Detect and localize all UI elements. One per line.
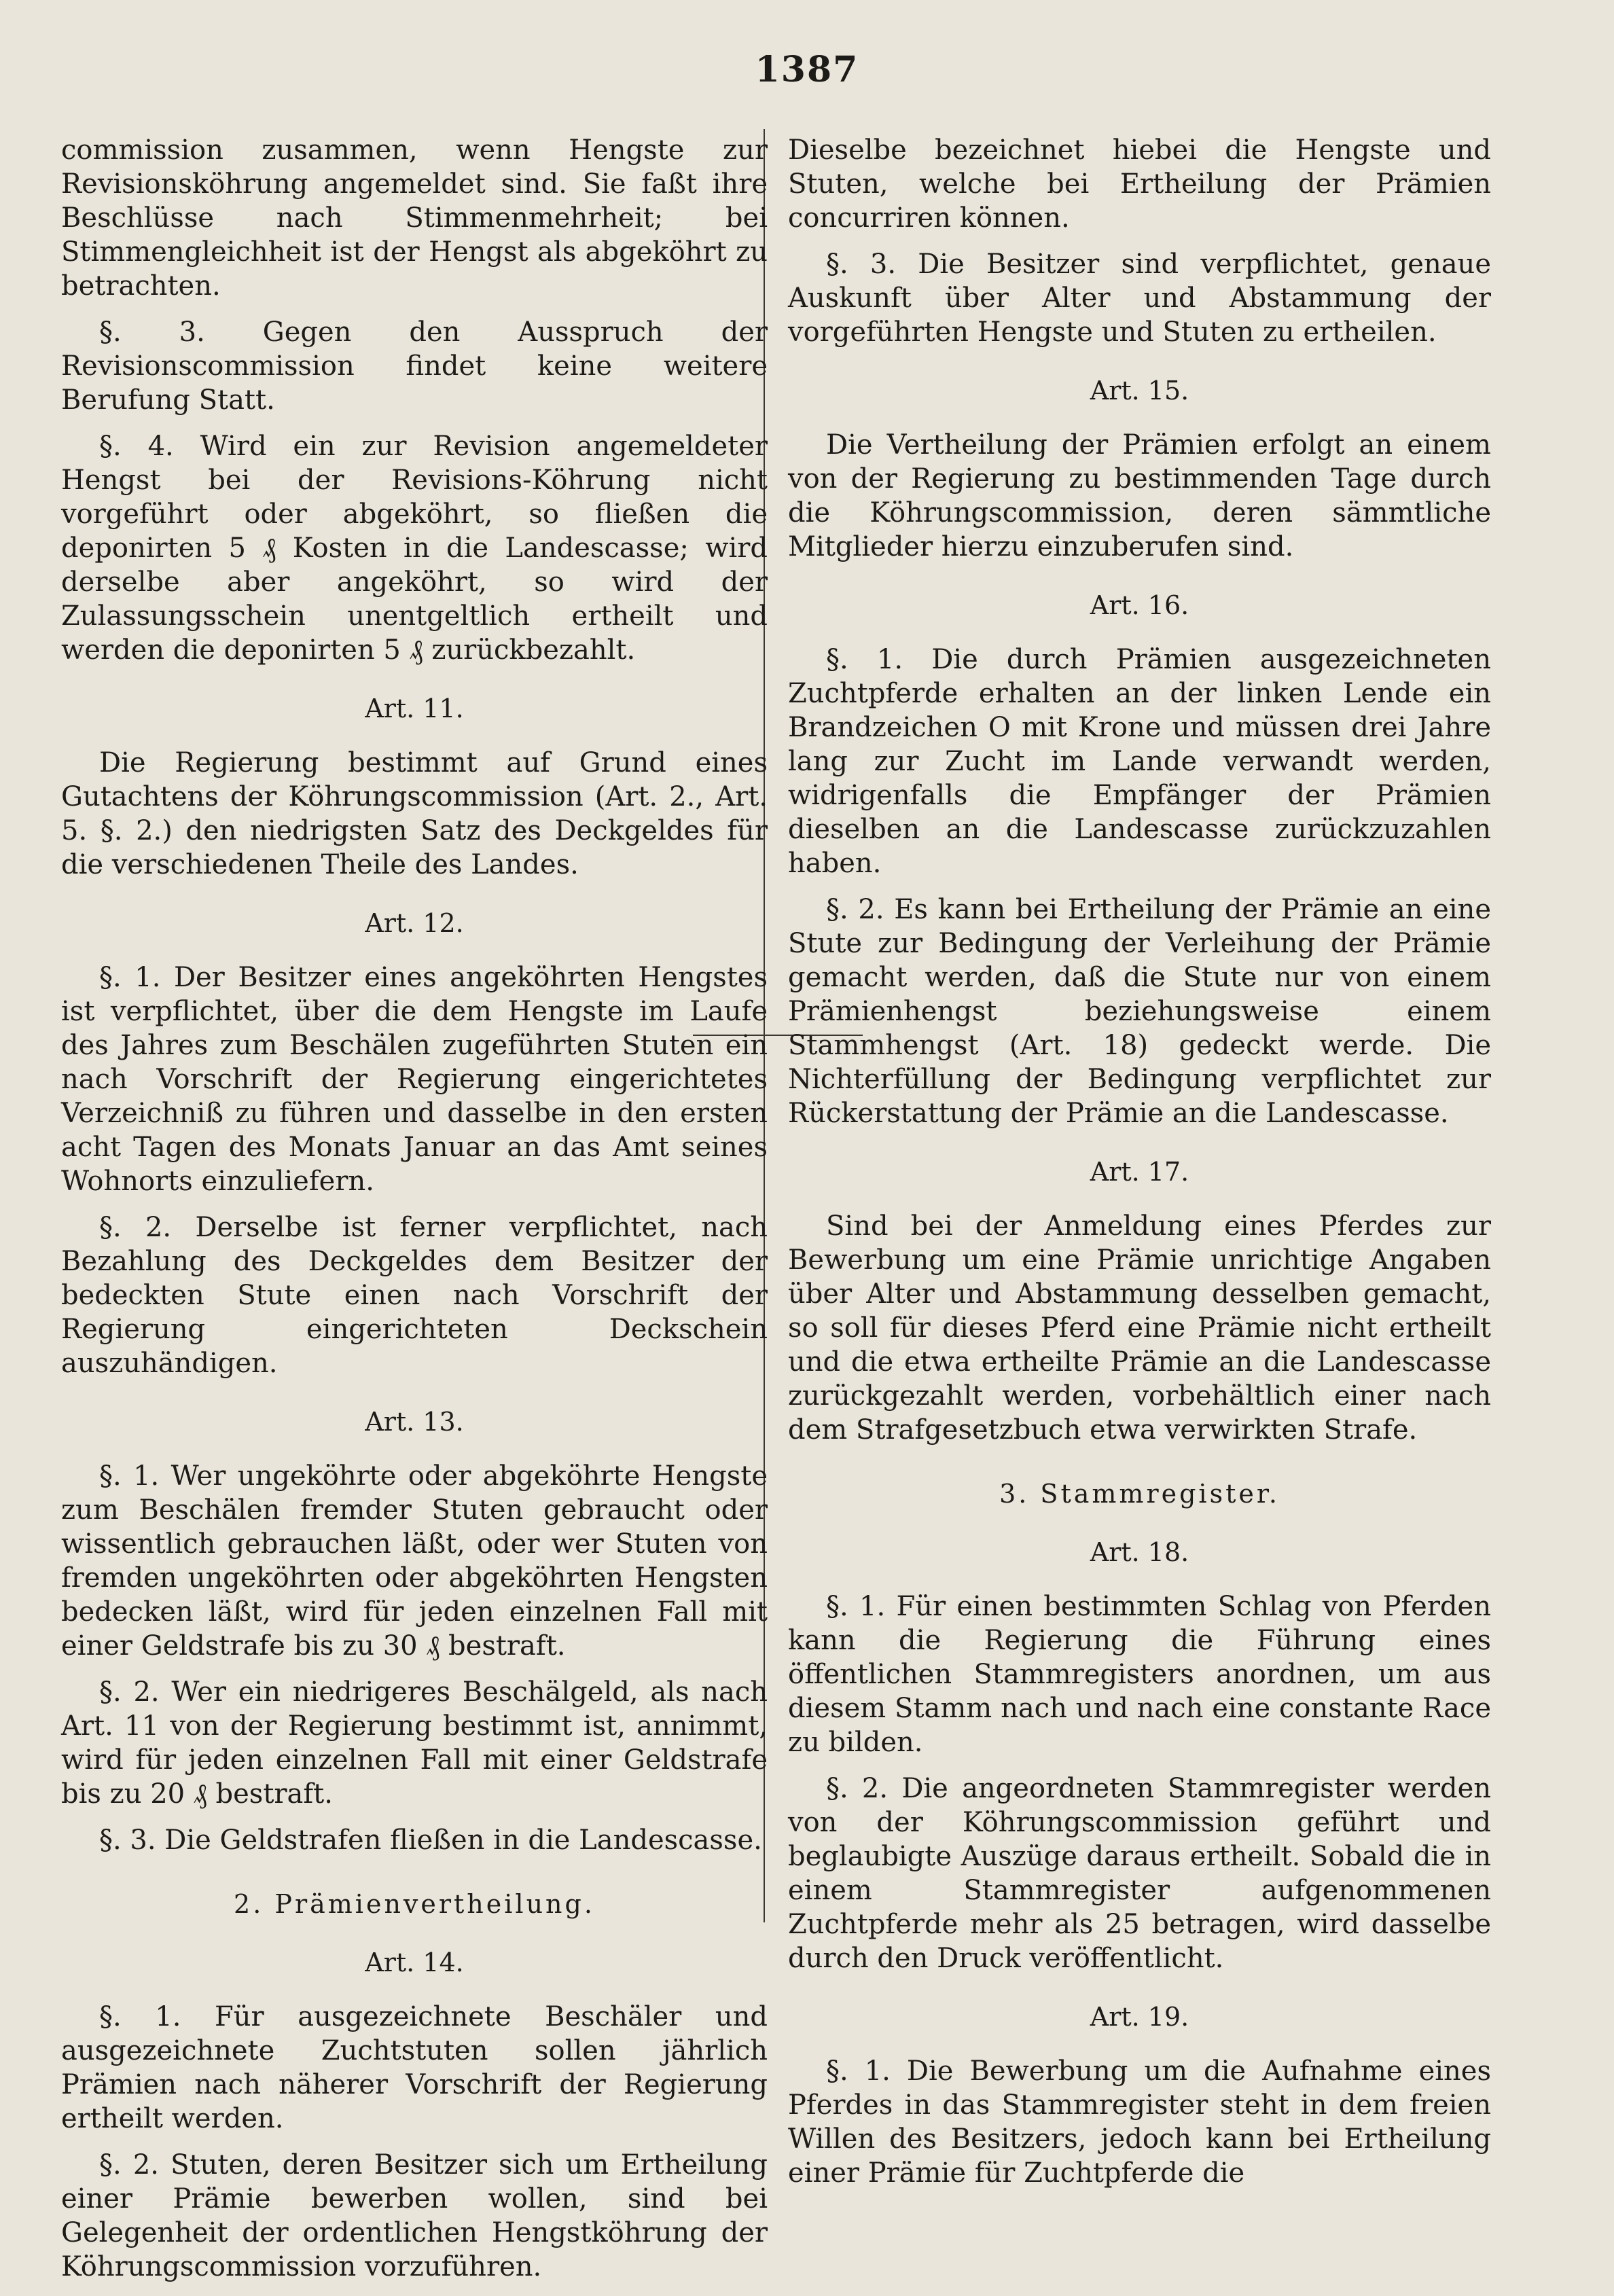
article-heading: Art. 14. — [365, 1948, 464, 1977]
paragraph: §. 2. Es kann bei Ertheilung der Prämie an eine Stute zur Bedingung der Verleihung der Prämie gemacht werden, daß die Stute nur von einem Prämienhengst beziehungsweise einem Stammhengst (Art. 18) gedeckt werde. Die Nichterfüllung der Bedingung verpflichtet zur Rückerstattung der Prämie an die Landescasse. — [788, 894, 1491, 1129]
section-heading: 2. Prämienvertheilung. — [234, 1889, 595, 1919]
page-number: 1387 — [755, 49, 859, 90]
paragraph: Die Regierung bestimmt auf Grund eines Gutachtens der Köhrungscommission (Art. 2., Art. 5. §. 2.) den niedrigsten Satz des Deckgeldes für die verschiedenen Theile des Landes. — [61, 747, 768, 880]
paragraph: §. 1. Wer ungeköhrte oder abgeköhrte Hengste zum Beschälen fremder Stuten gebraucht oder wissentlich gebrauchen läßt, oder wer Stuten von fremden ungeköhrten oder abgeköhrten Hengsten bedecken läßt, wird für jeden einzelnen Fall mit einer Geldstrafe bis zu 30 ₰ bestraft. — [61, 1460, 768, 1662]
left-column — [61, 133, 768, 2296]
paragraph: Sind bei der Anmeldung eines Pferdes zur Bewerbung um eine Prämie unrichtige Angaben über Alter und Abstammung desselben gemacht, so soll für dieses Pferd eine Prämie nicht ertheilt und die etwa ertheilte Prämie an die Landescasse zurückgezahlt werden, vorbehältlich einer nach dem Strafgesetzbuch etwa verwirkten Strafe. — [788, 1210, 1491, 1446]
article-heading: Art. 12. — [365, 908, 464, 938]
paragraph: §. 3. Gegen den Ausspruch der Revisionscommission findet keine weitere Berufung Statt. — [61, 317, 768, 416]
paragraph: Dieselbe bezeichnet hiebei die Hengste und Stuten, welche bei Ertheilung der Prämien concurriren können. — [788, 134, 1491, 234]
article-heading: Art. 11. — [365, 694, 464, 723]
paragraph: §. 2. Die angeordneten Stammregister werden von der Köhrungscommission geführt und beglaubigte Auszüge daraus ertheilt. Sobald die in einem Stammregister aufgenommenen Zuchtpferde mehr als 25 betragen, wird dasselbe durch den Druck veröffentlicht. — [788, 1773, 1491, 1974]
right-column — [788, 133, 1491, 2202]
section-heading: 3. Stammregister. — [999, 1479, 1280, 1509]
paragraph: §. 3. Die Geldstrafen fließen in die Landescasse. — [99, 1825, 762, 1856]
paragraph: §. 2. Stuten, deren Besitzer sich um Ertheilung einer Prämie bewerben wollen, sind bei Gelegenheit der ordentlichen Hengstköhrung der Köhrungscommission vorzuführen. — [61, 2149, 768, 2282]
paragraph: Die Vertheilung der Prämien erfolgt an einem von der Regierung zu bestimmenden Tage durch die Köhrungscommission, deren sämmtliche Mitglieder hierzu einzuberufen sind. — [788, 429, 1491, 562]
paragraph: §. 2. Wer ein niedrigeres Beschälgeld, als nach Art. 11 von der Regierung bestimmt ist, annimmt, wird für jeden einzelnen Fall mit einer Geldstrafe bis zu 20 ₰ bestraft. — [61, 1676, 768, 1810]
paragraph: §. 3. Die Besitzer sind verpflichtet, genaue Auskunft über Alter und Abstammung der vorgeführten Hengste und Stuten zu ertheilen. — [788, 249, 1491, 348]
paragraph: §. 4. Wird ein zur Revision angemeldeter Hengst bei der Revisions-Köhrung nicht vorgeführt oder abgeköhrt, so fließen die deponirten 5 ₰ Kosten in die Landescasse; wird derselbe aber angeköhrt, so wird der Zulassungsschein unentgeltlich ertheilt und werden die deponirten 5 ₰ zurückbezahlt. — [61, 431, 768, 666]
article-heading: Art. 13. — [365, 1407, 464, 1437]
paragraph: §. 1. Für ausgezeichnete Beschäler und ausgezeichnete Zuchtstuten sollen jährlich Prämien nach näherer Vorschrift der Regierung ertheilt werden. — [61, 2001, 768, 2134]
article-heading: Art. 19. — [1090, 2002, 1189, 2032]
paragraph: commission zusammen, wenn Hengste zur Revisionsköhrung angemeldet sind. Sie faßt ihre Beschlüsse nach Stimmenmehrheit; bei Stimmengleichheit ist der Hengst als abgeköhrt zu betrachten. — [61, 134, 768, 302]
paragraph: §. 1. Die durch Prämien ausgezeichneten Zuchtpferde erhalten an der linken Lende ein Brandzeichen O mit Krone und müssen drei Jahre lang zur Zucht im Lande verwandt werden, widrigenfalls die Empfänger der Prämien dieselben an die Landescasse zurückzuzahlen haben. — [788, 644, 1491, 879]
paragraph: §. 1. Für einen bestimmten Schlag von Pferden kann die Regierung die Führung eines öffentlichen Stammregisters anordnen, um aus diesem Stamm nach und nach eine constante Race zu bilden. — [788, 1591, 1491, 1758]
paragraph: §. 2. Derselbe ist ferner verpflichtet, nach Bezahlung des Deckgeldes dem Besitzer der bedeckten Stute einen nach Vorschrift der Regierung eingerichteten Deckschein auszuhändigen. — [61, 1212, 768, 1379]
paragraph: §. 1. Die Bewerbung um die Aufnahme eines Pferdes in das Stammregister steht in dem freien Willen des Besitzers, jedoch kann bei Ertheilung einer Prämie für Zuchtpferde die — [788, 2056, 1491, 2189]
article-heading: Art. 15. — [1090, 376, 1189, 406]
paragraph: §. 1. Der Besitzer eines angeköhrten Hengstes ist verpflichtet, über die dem Hengste im Laufe des Jahres zum Beschälen zugeführten Stuten ein nach Vorschrift der Regierung eingerichtetes Verzeichniß zu führen und dasselbe in den ersten acht Tagen des Monats Januar an das Amt seines Wohnorts einzuliefern. — [61, 962, 768, 1197]
article-heading: Art. 16. — [1090, 590, 1189, 620]
article-heading: Art. 17. — [1090, 1157, 1189, 1187]
article-heading: Art. 18. — [1090, 1537, 1189, 1567]
